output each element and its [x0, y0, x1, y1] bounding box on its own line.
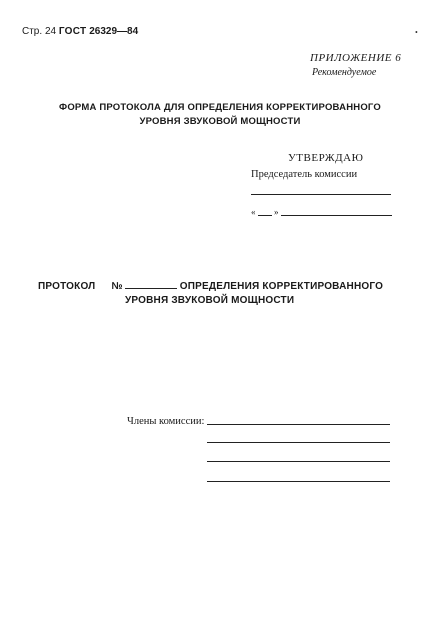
form-title-line-2: УРОВНЯ ЗВУКОВОЙ МОЩНОСТИ: [139, 116, 301, 127]
corner-mark: •: [415, 28, 418, 37]
date-day-line[interactable]: [258, 215, 272, 216]
form-title-line-1: ФОРМА ПРОТОКОЛА ДЛЯ ОПРЕДЕЛЕНИЯ КОРРЕКТИРОВАННОГО: [59, 102, 381, 113]
member-line-4[interactable]: [207, 481, 390, 482]
standard-number: 26329—84: [89, 26, 139, 37]
member-line-3[interactable]: [207, 461, 390, 462]
appendix-title: ПРИЛОЖЕНИЕ 6: [310, 52, 402, 64]
page-number: 24: [44, 26, 57, 37]
date-month-year-line[interactable]: [281, 215, 392, 216]
number-sign: №: [111, 281, 123, 292]
chairman-signature-line[interactable]: [251, 194, 391, 195]
protocol-word: ПРОТОКОЛ: [38, 281, 96, 292]
protocol-number-line[interactable]: [125, 279, 177, 289]
appendix-status: Рекомендуемое: [312, 67, 377, 78]
page-header: [22, 26, 138, 37]
member-line-2[interactable]: [207, 442, 390, 443]
date-close-quote: »: [274, 207, 279, 217]
protocol-title-line-2: УРОВНЯ ЗВУКОВОЙ МОЩНОСТИ: [125, 295, 295, 306]
chairman-label: Председатель комиссии: [251, 169, 358, 180]
page-prefix: Стр.: [22, 26, 43, 37]
protocol-title-line-1: [38, 279, 383, 292]
protocol-title-rest: ОПРЕДЕЛЕНИЯ КОРРЕКТИРОВАННОГО: [179, 281, 384, 292]
standard-name: ГОСТ: [58, 26, 87, 37]
member-line-1[interactable]: [207, 424, 390, 425]
approve-label: УТВЕРЖДАЮ: [288, 152, 364, 164]
date-open-quote: «: [251, 207, 256, 217]
members-label: Члены комиссии:: [127, 416, 205, 427]
form-title: [40, 101, 400, 129]
